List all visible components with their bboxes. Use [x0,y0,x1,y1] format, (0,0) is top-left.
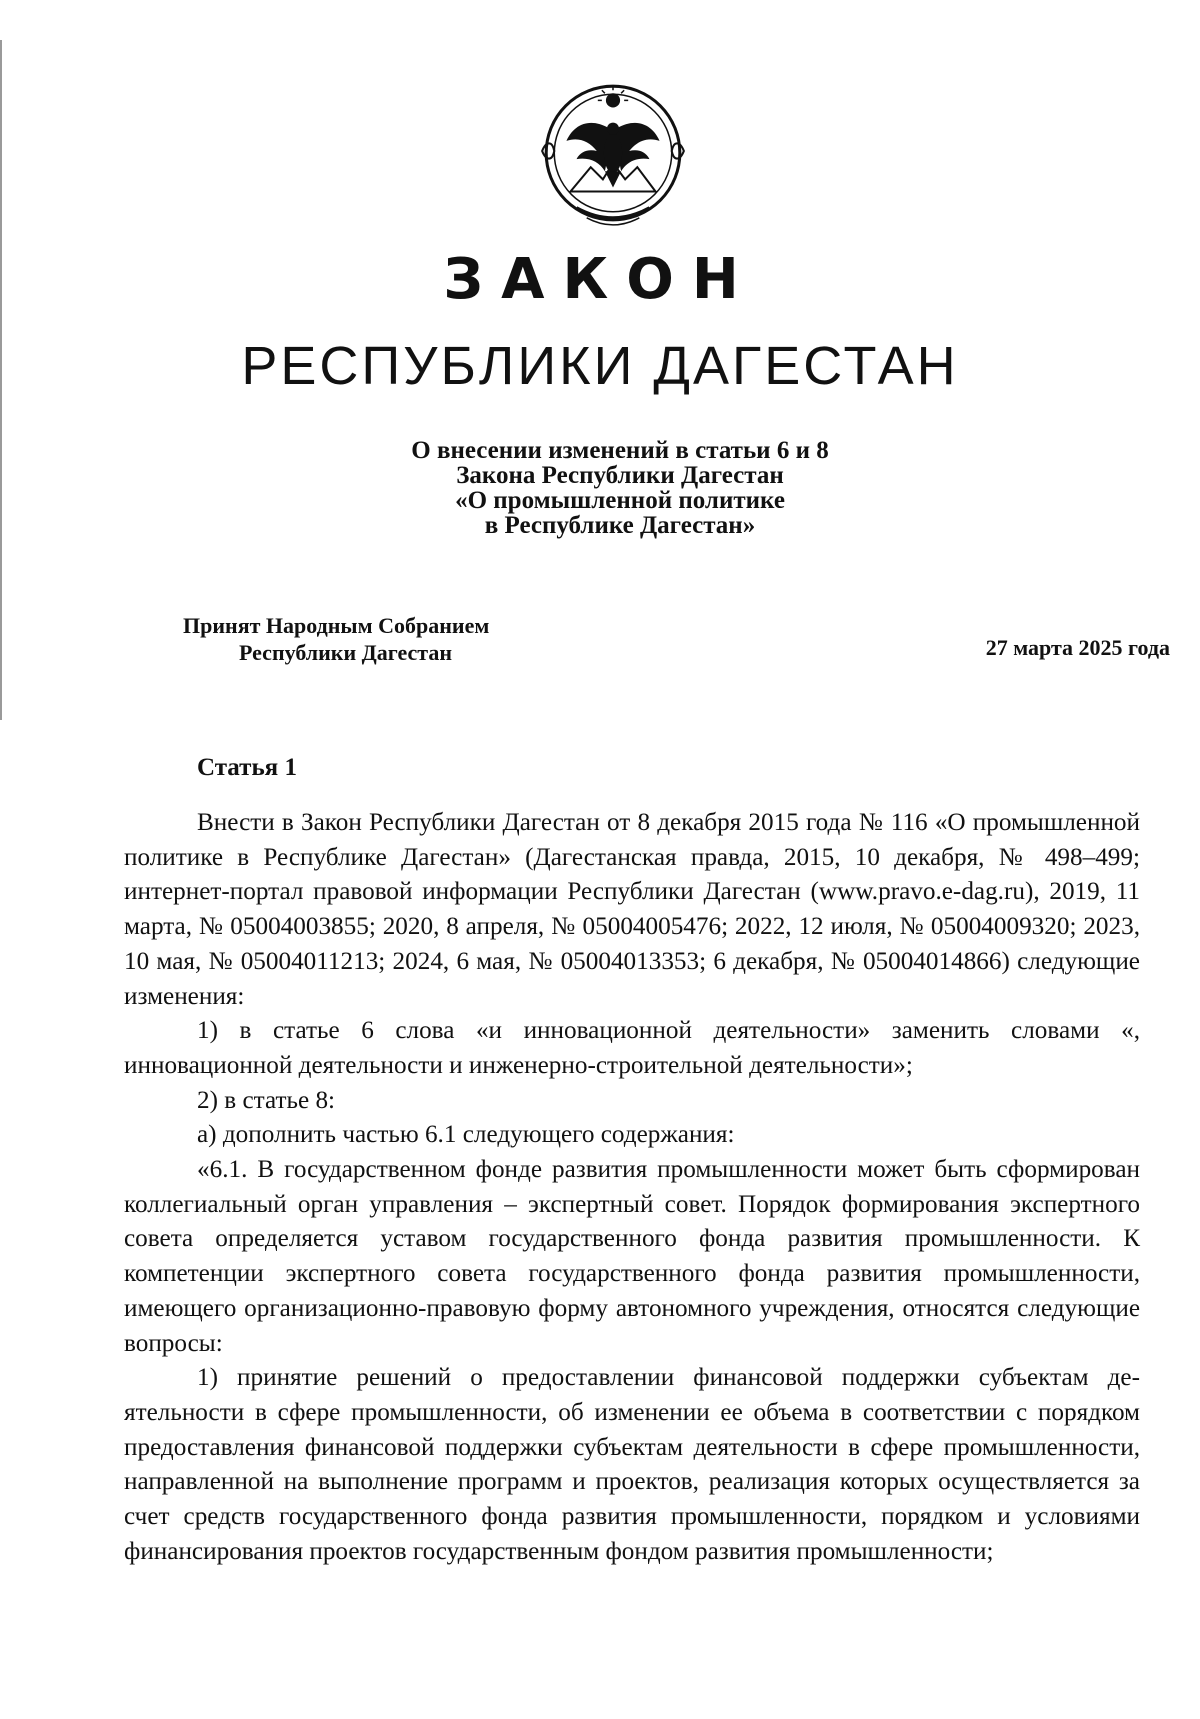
body-paragraph: Внести в Закон Республики Дагестан от 8 декабря 2015 года № 116 «О промышленной политике в Республике Дагестан» (Дагестанская правда, 2015, 10 декабря, № 498–499; интернет-портал правовой информации Республики Дагестан (www.pravo.e-dag.ru), 2019, 11 марта, № 05004003855; 2020, 8 апреля, № 05004005476; 2022, 12 июля, № 05004009320; 2023, 10 мая, № 05004011213; 2024, 6 мая, № 05004013353; 6 декабря, № 05004014866) следующие изменения: [124,809,1140,1010]
heading-line: в Республике Дагестан» [484,512,756,539]
law-subtitle: РЕСПУБЛИКИ ДАГЕСТАН [241,336,959,396]
article-title: Статья 1 [197,754,297,781]
article-body [124,806,1140,1569]
body-paragraph: 1) в статье 6 слова «и инновационной деятельности» заменить словами «, инновационной деятельности и инженерно-строительной деятельности»; [124,1017,1140,1079]
adopted-date: 27 марта 2025 года [985,635,1170,660]
body-paragraph: а) дополнить частью 6.1 следующего содержания: [197,1121,735,1149]
body-paragraph: 2) в статье 8: [197,1086,336,1114]
law-heading [300,438,940,538]
adopted-line: Принят Народным Собранием [183,613,490,638]
heading-line: «О промышленной политике [455,487,785,514]
body-paragraph: «6.1. В государственном фонде развития промышленности может быть сформирован коллегиальный орган управления – экспертный совет. Порядок формирования экспертного совета определяется уставом государственного фонда развития промышленности. К компетенции экспертного совета государственного фонда развития промышленности, имеющего организационно-правовую форму автономного учреждения, относятся следующие вопросы: [124,1156,1140,1357]
body-paragraph: 1) принятие решений о предоставлении финансовой поддержки субъектам деятельности в сфере промышленности, об изменении ее объема в соответствии с порядком предоставления финансовой поддержки субъектам деятельности в сфере промышленности, направленной на выполнение программ и проектов, реализация которых осуществляется за счет средств государственного фонда развития промышленности, порядком и условиями финансирования проектов государственным фондом развития промышленности; [124,1364,1140,1565]
heading-line: О внесении изменений в статьи 6 и 8 [411,437,829,464]
adopted-by-block [183,612,489,666]
dagestan-coat-of-arms-icon [532,70,694,232]
heading-line: Закона Республики Дагестан [456,462,784,489]
law-title: ЗАКОН [443,247,757,312]
adopted-line: Республики Дагестан [239,640,453,665]
